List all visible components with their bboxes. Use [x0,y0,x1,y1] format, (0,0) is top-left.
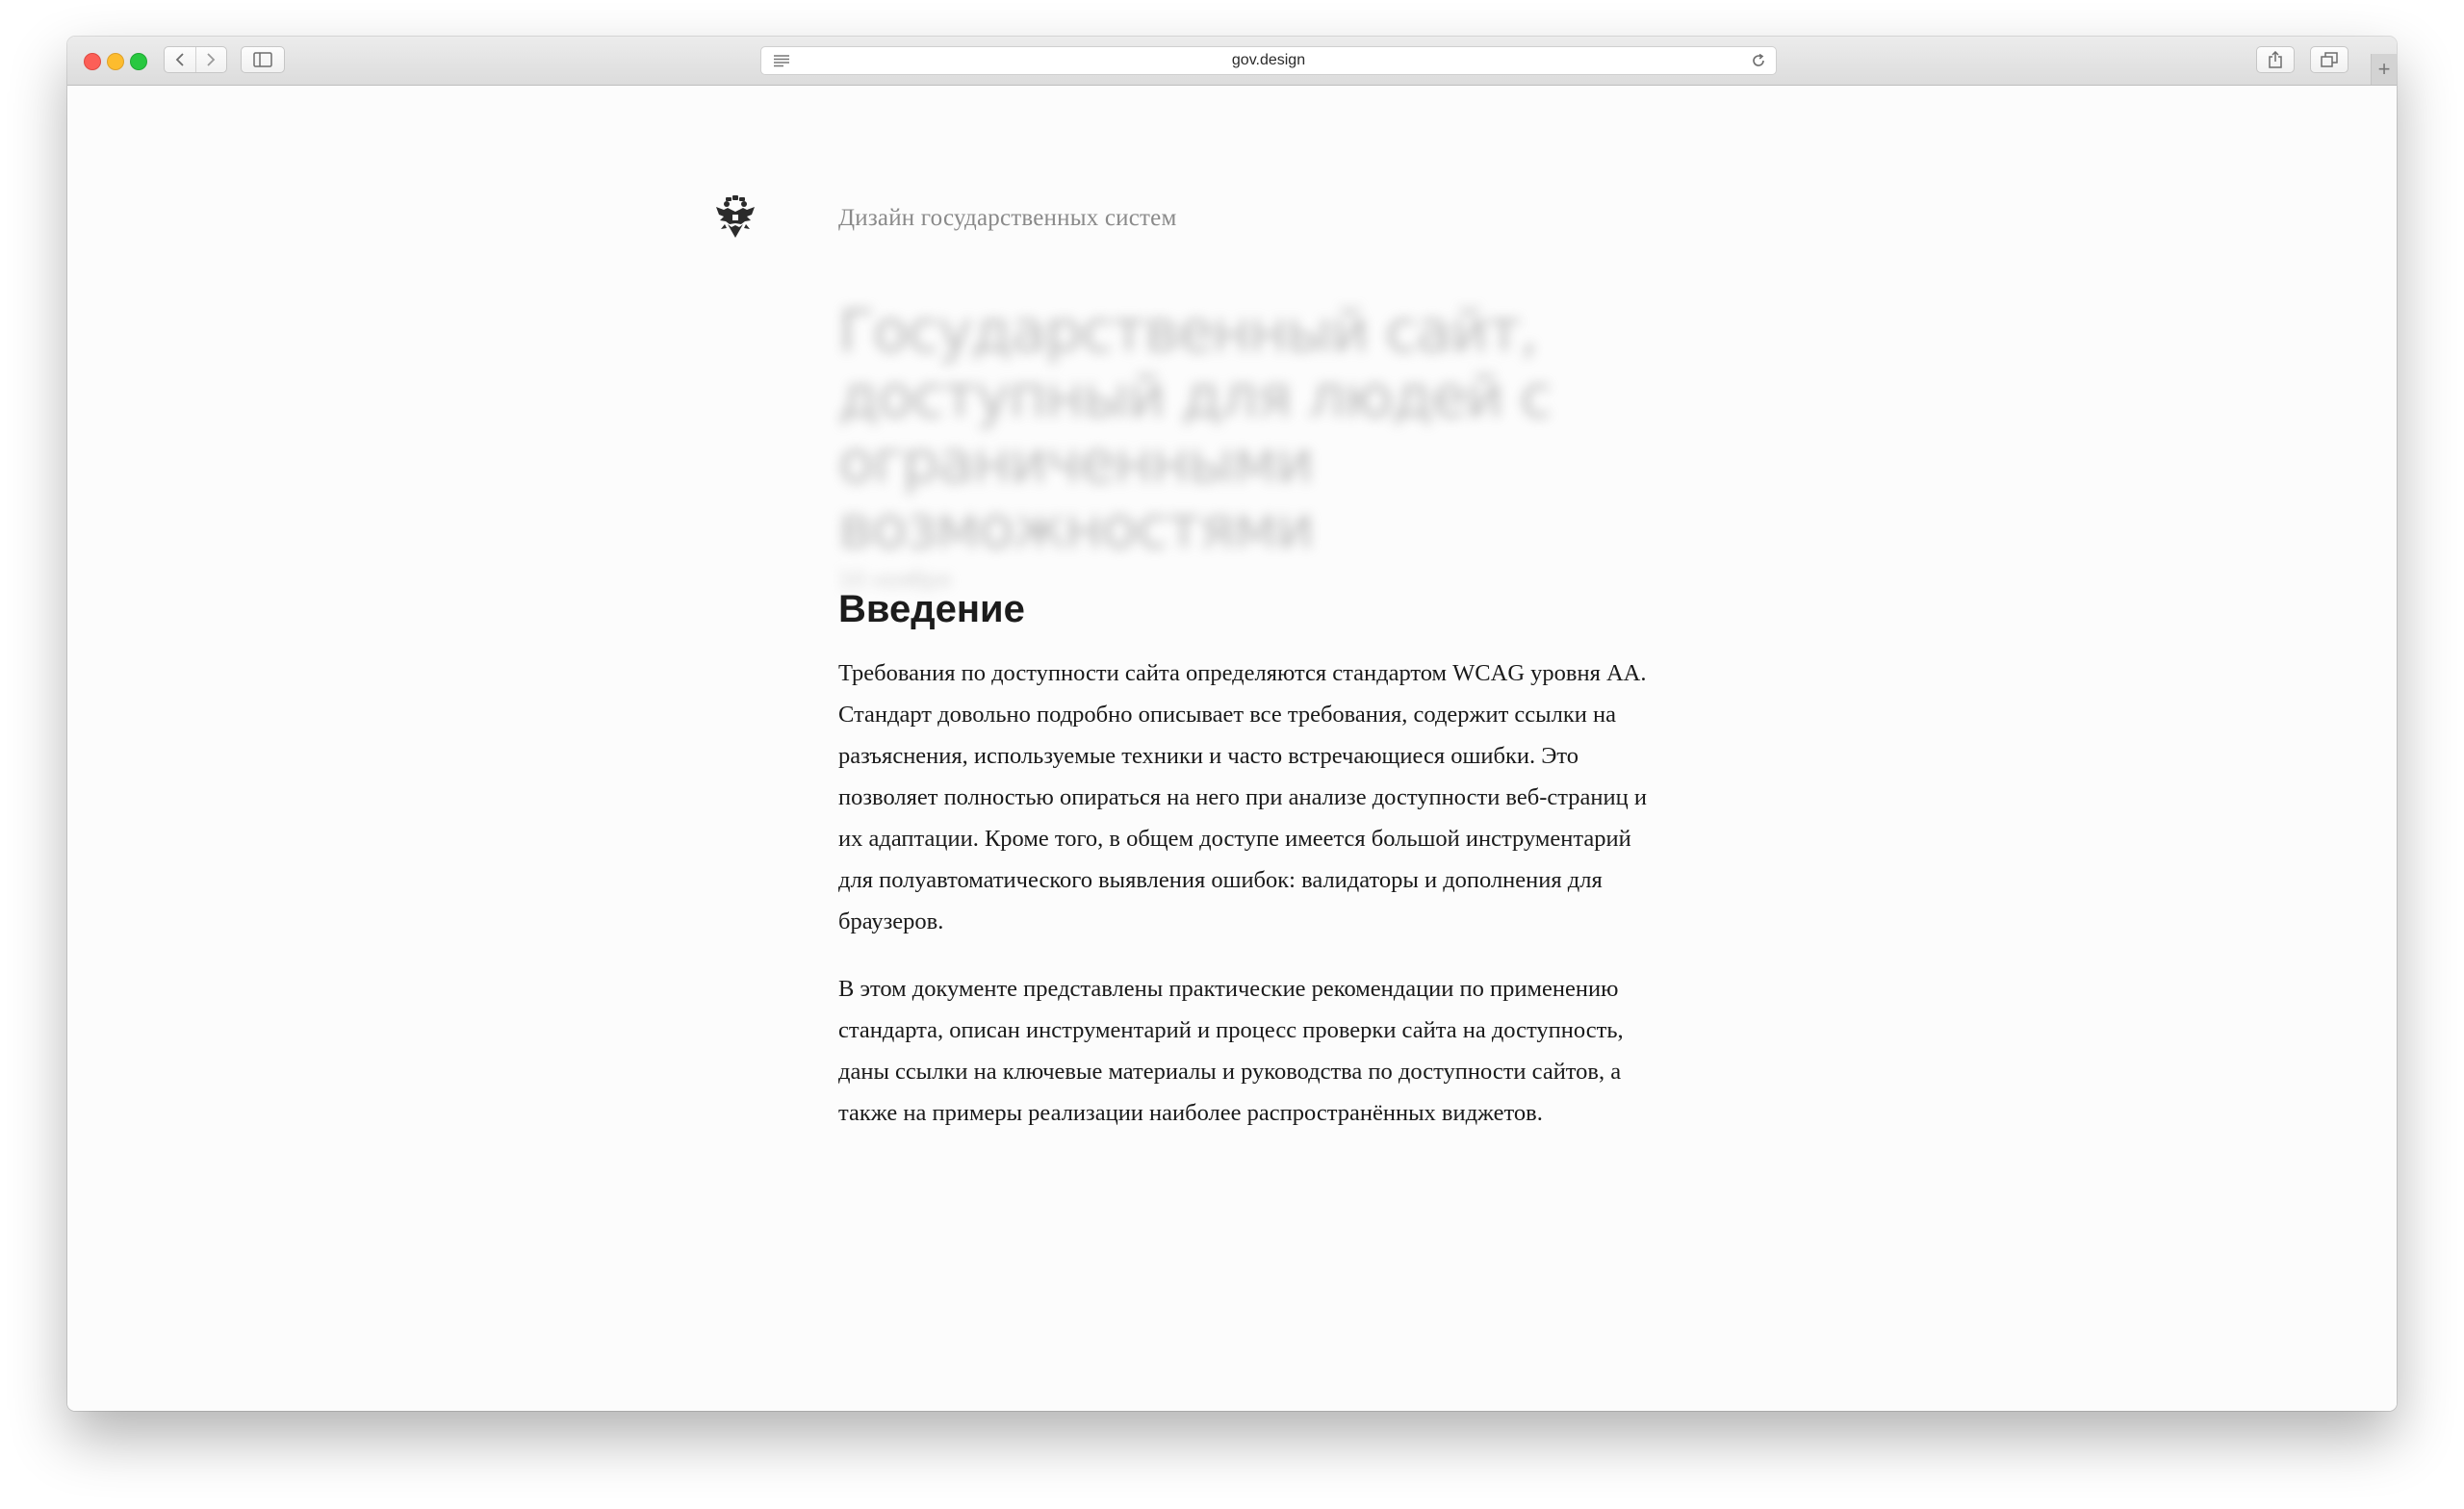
page-title: Государственный сайт, доступный для людей с ограниченными возможностями [838,297,1551,562]
browser-window [67,37,2397,1411]
address-url: gov.design [1231,52,1306,68]
browser-toolbar [67,37,2397,86]
new-tab-button[interactable]: + [2371,54,2397,85]
close-window-button[interactable] [84,53,101,70]
share-button[interactable] [2256,46,2295,73]
section-heading: Введение [838,588,1025,630]
minimize-window-button[interactable] [107,53,124,70]
zoom-window-button[interactable] [130,53,147,70]
paragraph: В этом документе представлены практические рекомендации по применению стандарта, описан инструментарий и процесс проверки сайта на доступность, даны ссылки на ключевые материалы и руководства по доступности сайтов, а также на примеры реализации наиболее распространённых виджетов. [838,976,1624,1126]
address-bar[interactable] [760,46,1777,75]
reload-button[interactable] [1751,53,1766,73]
back-button[interactable] [165,47,195,72]
reload-icon [1751,53,1766,68]
page-header-blurred [838,299,1628,593]
chevron-left-icon [175,52,185,67]
chevron-right-icon [206,52,216,67]
sidebar-button[interactable] [241,46,285,73]
tabs-overview-button[interactable] [2310,46,2348,73]
page-date: 10 ноября [838,569,951,593]
double-headed-eagle-icon[interactable] [715,195,756,238]
tabs-icon [2321,52,2338,67]
forward-button[interactable] [195,47,227,72]
sidebar-icon [253,52,272,67]
share-icon [2268,51,2283,68]
article-body [838,588,1656,1160]
paragraph: Требования по доступности сайта определяются стандартом WCAG уровня AA. Стандарт довольно подробно описывает все требования, содержит ссылки на разъяснения, используемые техники и часто встречающиеся ошибки. Это позволяет полностью опираться на него при анализе доступности веб-страниц и их адаптации. Кроме того, в общем доступе имеется большой инструментарий для полуавтоматического выявления ошибок: валидаторы и дополнения для браузеров. [838,660,1647,934]
navigation-buttons [164,46,227,73]
site-name[interactable]: Дизайн государственных систем [838,205,1177,231]
page-content [67,86,2397,1411]
